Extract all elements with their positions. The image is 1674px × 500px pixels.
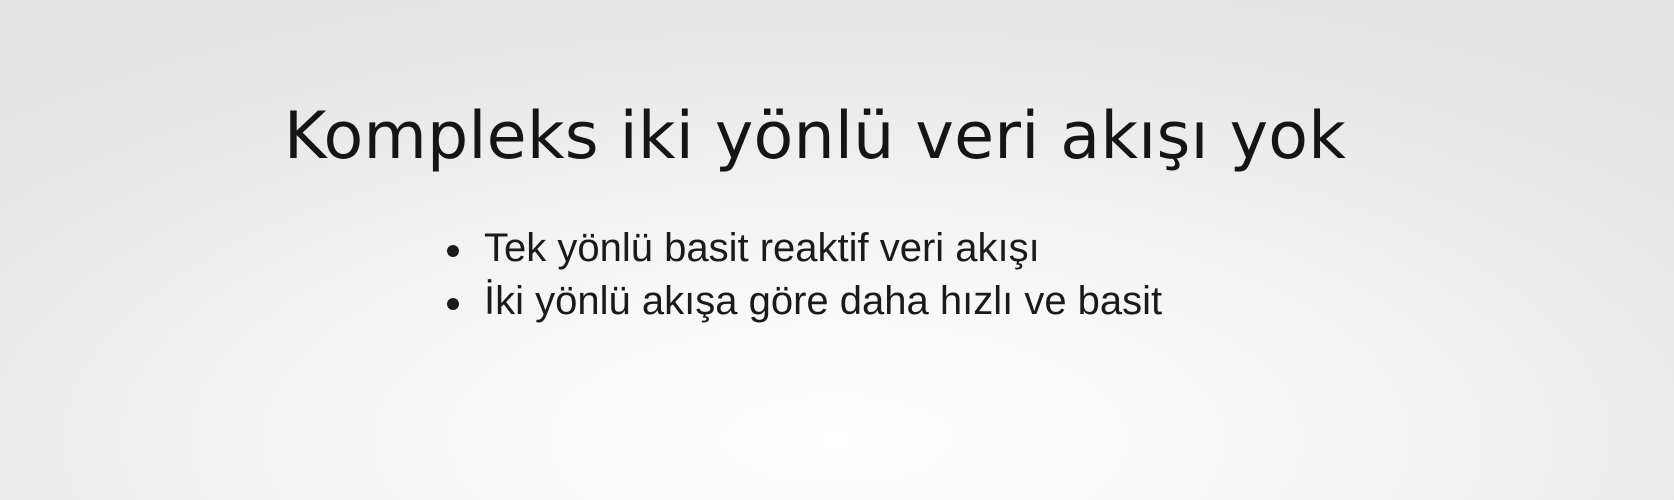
bullet-item	[443, 222, 1162, 275]
slide-title: Kompleks iki yönlü veri akışı yok	[283, 99, 1347, 174]
bullet-dot-icon	[447, 298, 459, 310]
bullet-text: İki yönlü akışa göre daha hızlı ve basit	[484, 279, 1163, 323]
bullet-list	[443, 222, 1162, 328]
bullet-item	[443, 275, 1162, 328]
bullet-text: Tek yönlü basit reaktif veri akışı	[484, 226, 1040, 270]
bullet-dot-icon	[447, 245, 459, 257]
